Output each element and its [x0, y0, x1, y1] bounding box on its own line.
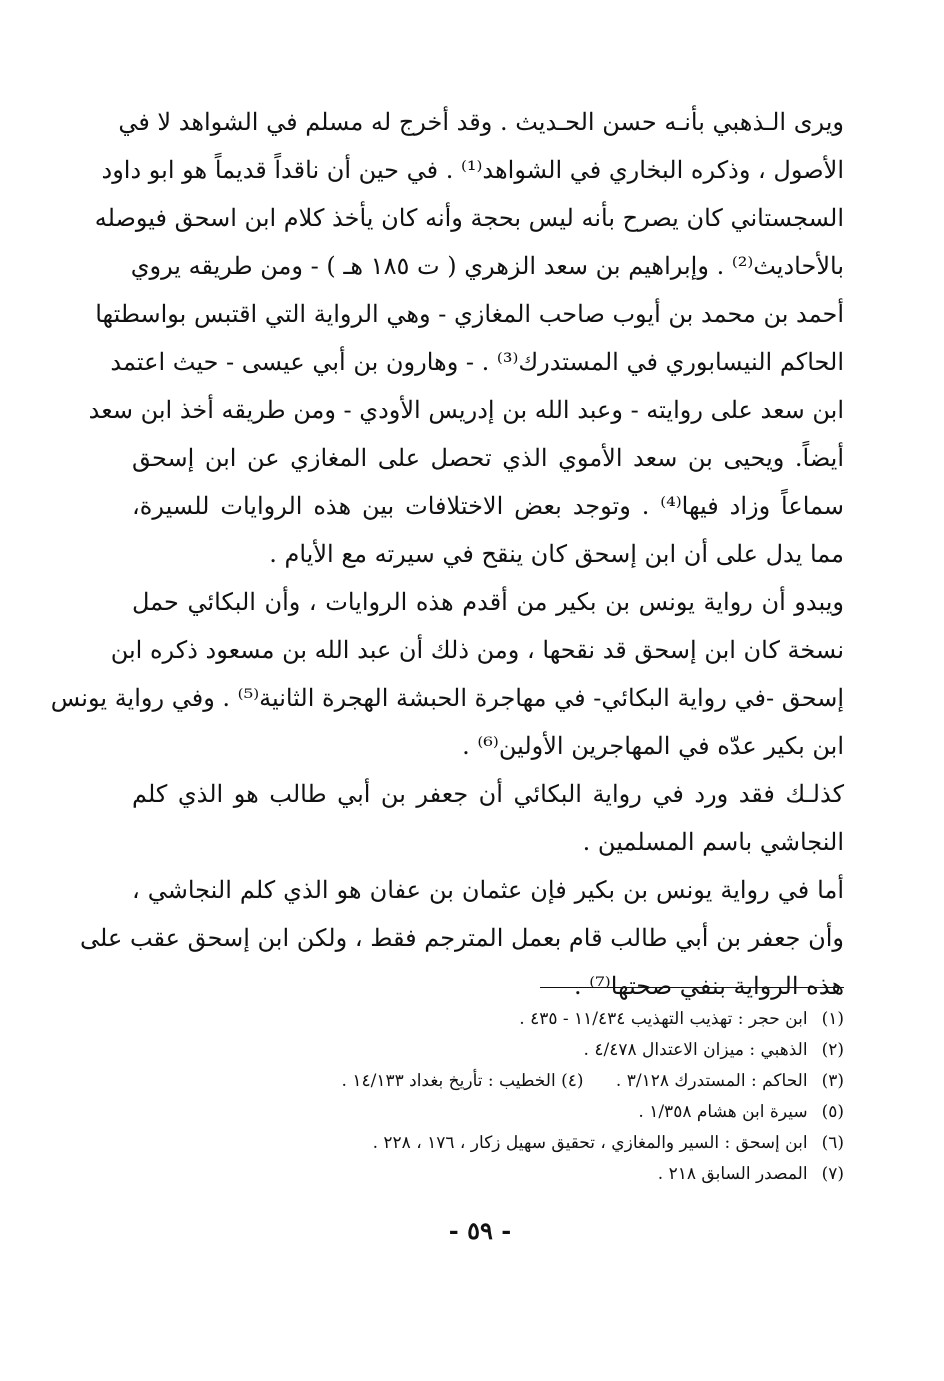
footnote-item [519, 1004, 844, 1035]
text-line: ويبدو أن رواية يونس بن بكير من أقدم هذه الروايات ، وأن البكائي حمل [132, 588, 844, 616]
text-line: بالأحاديث⁽²⁾ . وإبراهيم بن سعد الزهري ( ت ١٨٥ هـ ) - ومن طريقه يروي [130, 252, 844, 280]
text-line: الحاكم النيسابوري في المستدرك⁽³⁾ . - وهارون بن أبي عيسى - حيث اعتمد [110, 348, 844, 376]
text-line: مما يدل على أن ابن إسحق كان ينقح في سيرته مع الأيام . [269, 540, 844, 568]
footnote-item [584, 1035, 844, 1066]
footnote-text: الحاكم : المستدرك ٣/١٢٨ . (٤) الخطيب : تأريخ بغداد ١٤/١٣٣ . [341, 1071, 808, 1091]
footnote-item [658, 1159, 844, 1190]
text-line: كذلـك فقد ورد في رواية البكائي أن جعفر بن أبي طالب هو الذي كلم [132, 780, 844, 808]
text-line: أيضاً. ويحيى بن سعد الأموي الذي تحصل على المغازي عن ابن إسحق [132, 444, 844, 472]
footnote-text: الذهبي : ميزان الاعتدال ٤/٤٧٨ . [583, 1040, 808, 1060]
footnote-text: سيرة ابن هشام ١/٣٥٨ . [638, 1102, 808, 1122]
footnote-item [342, 1066, 844, 1097]
text-line: إسحق -في رواية البكائي- في مهاجرة الحبشة الهجرة الثانية⁽⁵⁾ . وفي رواية يونس [50, 684, 844, 712]
text-line: السجستاني كان يصرح بأنه ليس بحجة وأنه كان يأخذ كلام ابن اسحق فيوصله [94, 204, 844, 232]
text-line: النجاشي باسم المسلمين . [582, 828, 844, 856]
footnote-number: (٥) [821, 1102, 844, 1122]
footnote-number: (٧) [821, 1164, 844, 1184]
text-line: الأصول ، وذكره البخاري في الشواهد⁽¹⁾ . في حين أن ناقداً قديماً هو ابو داود [101, 156, 844, 184]
text-line: أحمد بن محمد بن أيوب صاحب المغازي - وهي الرواية التي اقتبس بواسطتها [95, 300, 844, 328]
footnote-text: ابن إسحق : السير والمغازي ، تحقيق سهيل زكار ، ١٧٦ ، ٢٢٨ . [372, 1133, 808, 1153]
footnote-item [373, 1128, 844, 1159]
text-line: وأن جعفر بن أبي طالب قام بعمل المترجم فقط ، ولكن ابن إسحق عقب على [80, 924, 844, 952]
text-line: نسخة كان ابن إسحق قد نقحها ، ومن ذلك أن عبد الله بن مسعود ذكره ابن [110, 636, 844, 664]
text-line: سماعاً وزاد فيها⁽⁴⁾ . وتوجد بعض الاختلافات بين هذه الروايات للسيرة، [132, 492, 844, 520]
text-line: ويرى الـذهبي بأنـه حسن الحـديث . وقد أخرج له مسلم في الشواهد لا في [118, 108, 844, 136]
footnote-item [638, 1097, 844, 1128]
text-line: أما في رواية يونس بن بكير فإن عثمان بن عفان هو الذي كلم النجاشي ، [132, 876, 844, 904]
footnote-number: (٦) [821, 1133, 844, 1153]
text-line: ابن بكير عدّه في المهاجرين الأولين⁽⁶⁾ . [462, 732, 844, 760]
footnote-number: (٣) [821, 1071, 844, 1091]
footnote-number: (٢) [821, 1040, 844, 1060]
footnote-number: (١) [821, 1009, 844, 1029]
footnote-separator [540, 987, 844, 988]
footnote-text: المصدر السابق ٢١٨ . [657, 1164, 808, 1184]
footnote-text: ابن حجر : تهذيب التهذيب ١١/٤٣٤ - ٤٣٥ . [519, 1009, 808, 1029]
text-line: ابن سعد على روايته - وعبد الله بن إدريس الأودي - ومن طريقه أخذ ابن سعد [88, 396, 844, 424]
text-line: هذه الرواية بنفي صحتها⁽⁷⁾ . [574, 972, 844, 1000]
page-number: - ٥٩ - [448, 1216, 512, 1245]
